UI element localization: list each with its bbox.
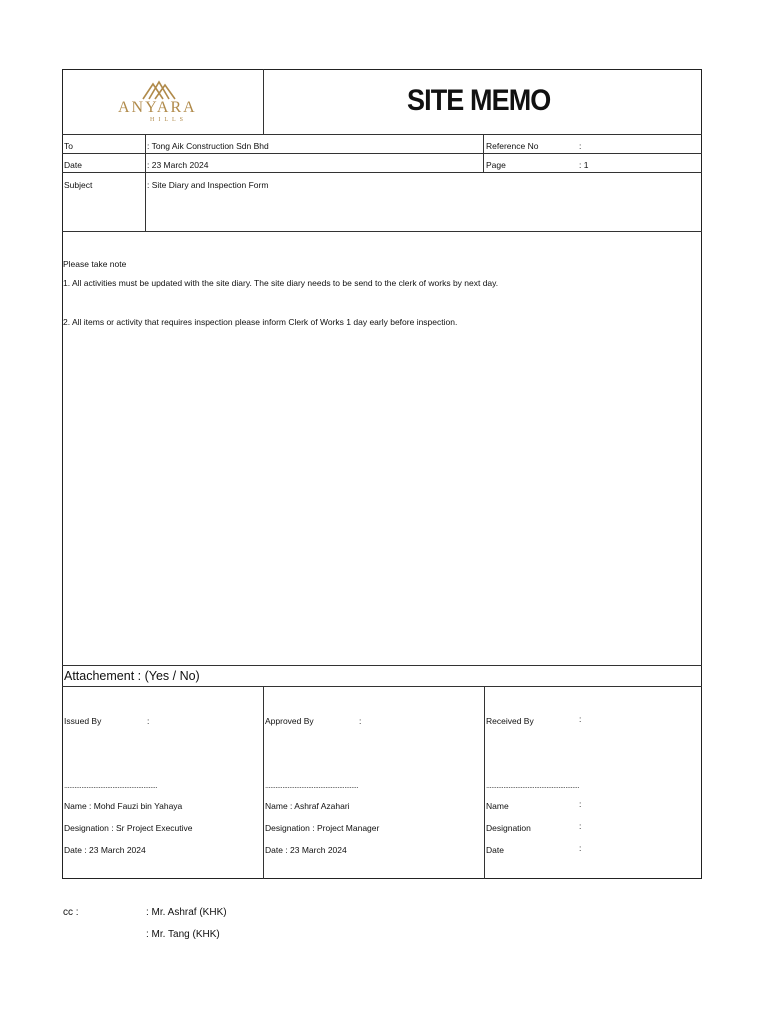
issued-date: Date : 23 March 2024 bbox=[64, 845, 146, 855]
attachment-label: Attachement : (Yes / No) bbox=[64, 669, 200, 683]
received-name-colon: : bbox=[579, 799, 582, 809]
received-designation-colon: : bbox=[579, 821, 582, 831]
reference-value: : bbox=[579, 141, 582, 151]
note-line-2: 2. All items or activity that requires inspection please inform Clerk of Works 1 day early before inspection. bbox=[63, 317, 458, 327]
received-signature-line: ...................................................... bbox=[486, 781, 580, 790]
to-value: : Tong Aik Construction Sdn Bhd bbox=[147, 141, 269, 151]
divider bbox=[62, 153, 702, 154]
approved-by-label: Approved By bbox=[265, 716, 314, 726]
approved-by-colon: : bbox=[359, 716, 362, 726]
divider bbox=[62, 686, 702, 687]
note-line-1: 1. All activities must be updated with the site diary. The site diary needs to be send to the clerk of works by next day. bbox=[63, 278, 499, 288]
subject-label: Subject bbox=[64, 180, 93, 190]
cc-label: cc : bbox=[63, 907, 79, 918]
divider bbox=[62, 134, 702, 135]
divider bbox=[484, 686, 485, 879]
to-label: To bbox=[64, 141, 73, 151]
divider bbox=[263, 69, 264, 135]
cc-recipient: : Mr. Tang (KHK) bbox=[146, 929, 220, 940]
divider bbox=[62, 172, 702, 173]
received-by-colon: : bbox=[579, 714, 582, 724]
approved-signature-line: ...................................................... bbox=[265, 781, 359, 790]
received-date: Date bbox=[486, 845, 504, 855]
received-designation: Designation bbox=[486, 823, 531, 833]
divider bbox=[62, 231, 702, 232]
divider bbox=[62, 665, 702, 666]
logo-subtitle: HILLS bbox=[150, 117, 187, 123]
issued-by-label: Issued By bbox=[64, 716, 102, 726]
logo-name: ANYARA bbox=[118, 99, 197, 116]
approved-designation: Designation : Project Manager bbox=[265, 823, 380, 833]
received-by-label: Received By bbox=[486, 716, 534, 726]
reference-label: Reference No bbox=[486, 141, 539, 151]
page-label: Page bbox=[486, 160, 506, 170]
approved-name: Name : Ashraf Azahari bbox=[265, 801, 350, 811]
page-value: : 1 bbox=[579, 160, 589, 170]
approved-date: Date : 23 March 2024 bbox=[265, 845, 347, 855]
cc-recipient: : Mr. Ashraf (KHK) bbox=[146, 907, 227, 918]
page-title: SITE MEMO bbox=[407, 84, 551, 117]
divider bbox=[145, 134, 146, 231]
subject-value: : Site Diary and Inspection Form bbox=[147, 180, 269, 190]
divider bbox=[483, 134, 484, 172]
memo-frame bbox=[62, 69, 702, 879]
received-name: Name bbox=[486, 801, 509, 811]
issued-designation: Designation : Sr Project Executive bbox=[64, 823, 193, 833]
date-value: : 23 March 2024 bbox=[147, 160, 209, 170]
date-label: Date bbox=[64, 160, 82, 170]
note-intro: Please take note bbox=[63, 259, 127, 269]
received-date-colon: : bbox=[579, 843, 582, 853]
divider bbox=[263, 686, 264, 879]
issued-by-colon: : bbox=[147, 716, 150, 726]
issued-signature-line: ...................................................... bbox=[64, 781, 158, 790]
issued-name: Name : Mohd Fauzi bin Yahaya bbox=[64, 801, 183, 811]
